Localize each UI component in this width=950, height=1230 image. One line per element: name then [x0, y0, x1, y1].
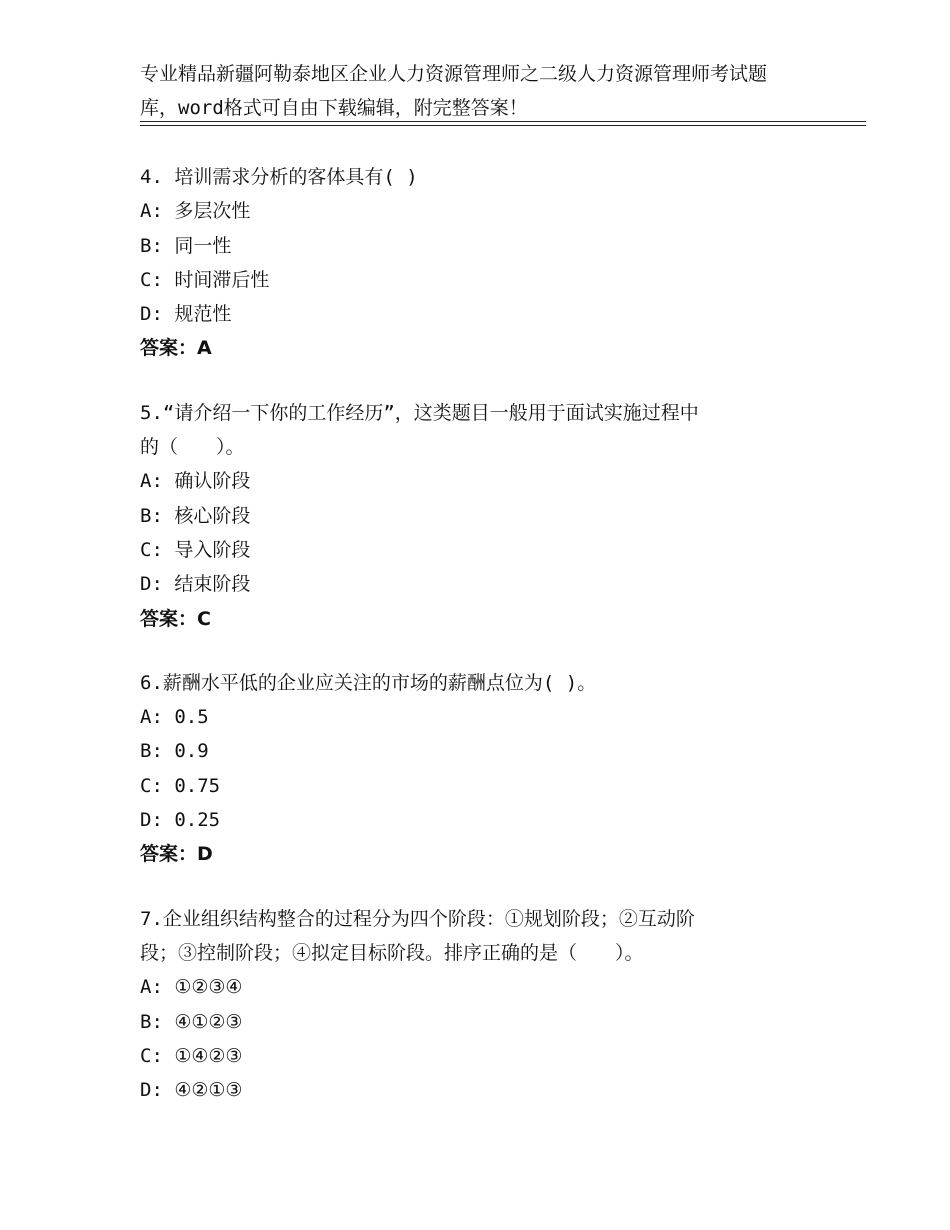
question-stem: 5.“请介绍一下你的工作经历”，这类题目一般用于面试实施过程中: [140, 401, 699, 424]
option-a: A: ①②③④: [140, 976, 243, 999]
option-c: C: 0.75: [140, 774, 221, 797]
header-divider: [140, 125, 866, 126]
option-a: A: 多层次性: [140, 200, 251, 223]
answer: 答案：A: [140, 337, 212, 360]
document-header: [140, 57, 780, 126]
option-b: B: 核心阶段: [140, 504, 251, 527]
option-c: C: 时间滞后性: [140, 268, 270, 291]
question-stem: 4. 培训需求分析的客体具有( ): [140, 166, 418, 188]
question-stem-continued: 的（ ）。: [140, 436, 245, 459]
question-7: [140, 902, 840, 1108]
option-b: B: ④①②③: [140, 1010, 243, 1033]
option-b: B: 0.9: [140, 740, 209, 763]
answer: 答案：C: [140, 607, 211, 630]
option-c: C: 导入阶段: [140, 538, 251, 561]
option-d: D: 结束阶段: [140, 573, 251, 596]
option-d: D: 0.25: [140, 809, 221, 832]
header-line: 专业精品新疆阿勒泰地区企业人力资源管理师之二级人力资源管理师考试题: [140, 63, 768, 85]
answer: 答案：D: [140, 843, 213, 866]
option-d: D: ④②①③: [140, 1079, 243, 1102]
question-stem: 7.企业组织结构整合的过程分为四个阶段：①规划阶段；②互动阶: [140, 907, 695, 930]
question-stem-continued: 段；③控制阶段；④拟定目标阶段。排序正确的是（ ）。: [140, 941, 644, 964]
option-a: A: 0.5: [140, 706, 209, 729]
question-4: [140, 160, 840, 366]
question-6: [140, 666, 840, 872]
question-stem: 6.薪酬水平低的企业应关注的市场的薪酬点位为( )。: [140, 671, 597, 694]
option-a: A: 确认阶段: [140, 470, 251, 493]
header-divider: [140, 121, 866, 122]
question-list: [140, 160, 840, 1137]
option-c: C: ①④②③: [140, 1044, 243, 1067]
header-line: 库，word格式可自由下载编辑，附完整答案！: [140, 97, 528, 120]
option-d: D: 规范性: [140, 303, 232, 326]
option-b: B: 同一性: [140, 234, 232, 257]
question-5: [140, 396, 840, 636]
